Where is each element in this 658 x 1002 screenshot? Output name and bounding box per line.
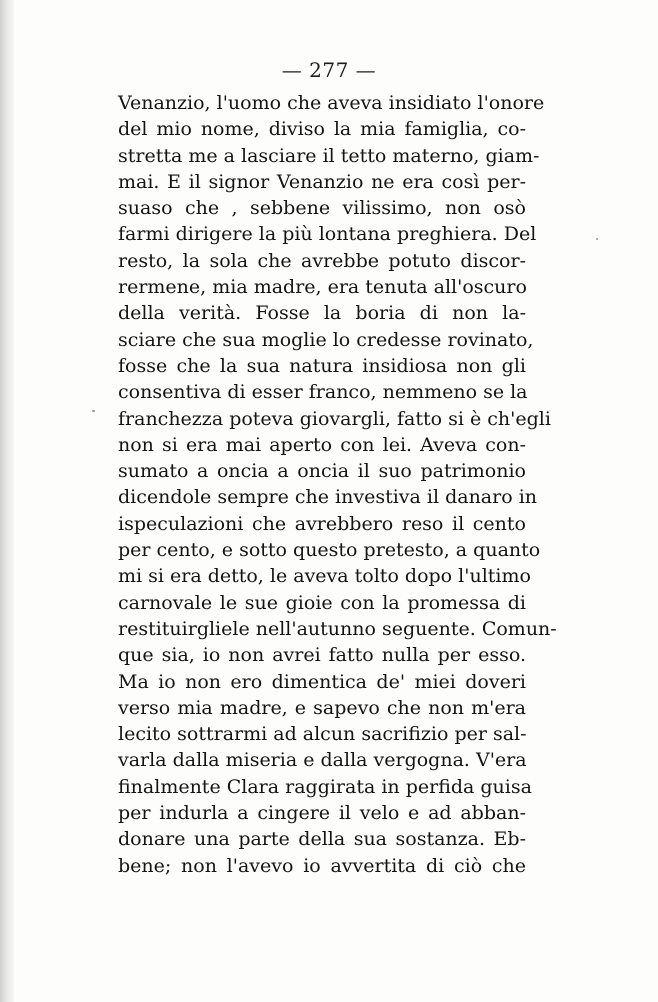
text-line: Venanzio, l'uomo che aveva insidiato l'onore xyxy=(118,92,545,114)
text-line: ispeculazioni che avrebbero reso il cento xyxy=(118,512,526,535)
text-line: non si era mai aperto con lei. Aveva con- xyxy=(118,433,526,456)
paper-speck xyxy=(92,410,95,412)
page-gutter-shadow xyxy=(0,0,14,1002)
page-number: — 277 — xyxy=(281,58,377,82)
text-line: dicendole sempre che investiva il danaro in xyxy=(118,486,538,509)
text-line: verso mia madre, e sapevo che non m'era xyxy=(118,696,526,719)
text-line: rermene, mia madre, era tenuta all'oscuro xyxy=(118,276,527,299)
text-line: restituirgliele nell'autunno seguente. Comun- xyxy=(118,617,557,640)
text-line: finalmente Clara raggirata in perfida guisa xyxy=(118,775,532,798)
text-line: sumato a oncia a oncia il suo patrimonio xyxy=(118,460,526,483)
text-line: lecito sottrarmi ad alcun sacrifizio per sal- xyxy=(118,723,527,746)
body-text xyxy=(118,90,557,879)
text-line: suaso che , sebbene vilissimo, non osò xyxy=(118,197,526,220)
text-line: mai. E il signor Venanzio ne era così per- xyxy=(118,170,526,193)
text-line: resto, la sola che avrebbe potuto discor- xyxy=(118,249,526,272)
text-line: fosse che la sua natura insidiosa non gli xyxy=(118,354,526,377)
text-line: della verità. Fosse la boria di non la- xyxy=(118,302,526,325)
text-line: que sia, io non avrei fatto nulla per esso. xyxy=(118,644,526,667)
paper-speck xyxy=(596,238,598,240)
text-line: per cento, e sotto questo pretesto, a quanto xyxy=(118,539,541,562)
text-line: bene; non l'avevo io avvertita di ciò che xyxy=(118,854,526,877)
text-line: donare una parte della sua sostanza. Eb- xyxy=(118,828,526,851)
text-line: varla dalla miseria e dalla vergogna. V'era xyxy=(118,749,527,772)
text-line: mi si era detto, le aveva tolto dopo l'ultimo xyxy=(118,565,531,588)
text-line: consentiva di esser franco, nemmeno se la xyxy=(118,381,528,404)
text-line: farmi dirigere la più lontana preghiera. Del xyxy=(118,223,537,246)
text-line: stretta me a lasciare il tetto materno, giam- xyxy=(118,144,540,167)
text-line: Ma io non ero dimentica de' miei doveri xyxy=(118,670,526,693)
text-line: franchezza poteva giovargli, fatto si è ch'egli xyxy=(118,407,551,430)
text-line: sciare che sua moglie lo credesse rovinato, xyxy=(118,328,534,351)
text-line: per indurla a cingere il velo e ad abban- xyxy=(118,802,526,825)
text-line: carnovale le sue gioie con la promessa di xyxy=(118,591,526,614)
text-line: del mio nome, diviso la mia famiglia, co- xyxy=(118,118,526,141)
